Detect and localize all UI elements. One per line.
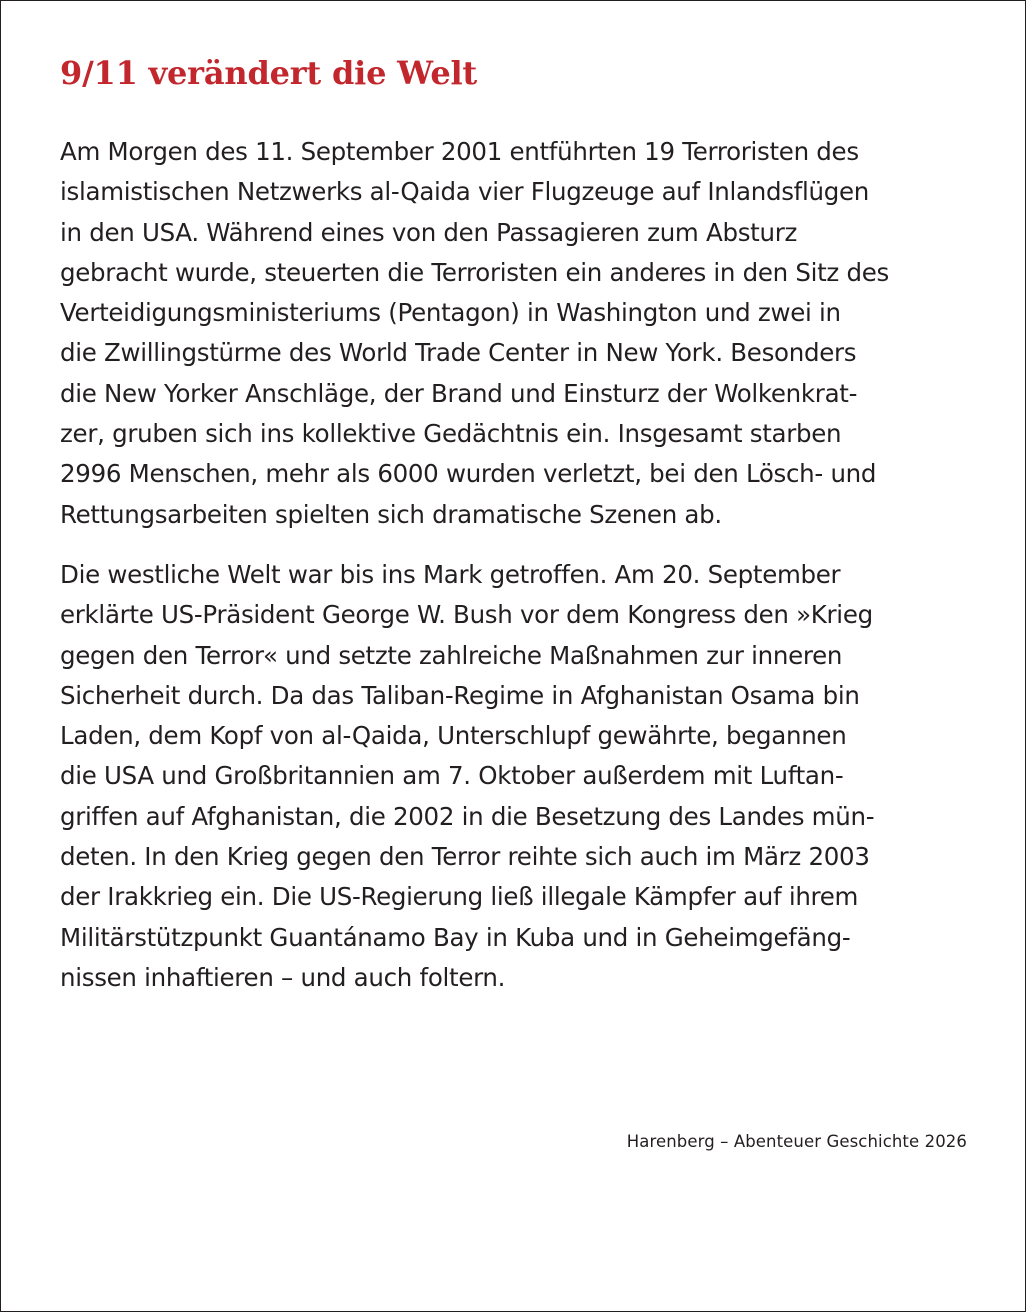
text-line: Sicherheit durch. Da das Taliban-Regime in Afghanistan Osama bin [60,680,860,710]
text-line: nissen inhaftieren – und auch foltern. [60,962,506,992]
paragraph-2 [60,555,990,998]
text-line: Die westliche Welt war bis ins Mark getroffen. Am 20. September [60,559,841,589]
text-line: Am Morgen des 11. September 2001 entführten 19 Terroristen des [60,137,859,166]
text-line: Verteidigungsministeriums (Pentagon) in Washington und zwei in [60,298,841,328]
paragraph-spacer [60,535,990,555]
text-line: der Irakkrieg ein. Die US-Regierung ließ illegale Kämpfer auf ihrem [60,882,859,912]
footer-credit: Harenberg – Abenteuer Geschichte 2026 [626,1132,967,1151]
text-line: zer, gruben sich ins kollektive Gedächtnis ein. Insgesamt starben [60,419,842,449]
text-line: die Zwillingstürme des World Trade Center in New York. Besonders [60,338,857,368]
text-line: die USA und Großbritannien am 7. Oktober außerdem mit Luftan- [60,761,844,791]
text-line: griffen auf Afghanistan, die 2002 in die Besetzung des Landes mün- [60,801,875,831]
text-line: die New Yorker Anschläge, der Brand und Einsturz der Wolkenkrat- [60,378,858,408]
text-line: gebracht wurde, steuerten die Terroristen ein anderes in den Sitz des [60,257,889,287]
paragraph-1 [60,132,990,535]
text-line: Laden, dem Kopf von al-Qaida, Unterschlupf gewährte, begannen [60,721,847,751]
text-line: in den USA. Während eines von den Passagieren zum Absturz [60,217,798,247]
text-line: gegen den Terror« und setzte zahlreiche Maßnahmen zur inneren [60,640,843,670]
text-line: 2996 Menschen, mehr als 6000 wurden verletzt, bei den Lösch- und [60,459,877,489]
document-title: 9/11 verändert die Welt [60,54,478,92]
text-line: Rettungsarbeiten spielten sich dramatische Szenen ab. [60,499,722,529]
text-line: erklärte US-Präsident George W. Bush vor dem Kongress den »Krieg [60,600,873,630]
text-line: Militärstützpunkt Guantánamo Bay in Kuba und in Geheimgefäng- [60,922,851,952]
article-body [60,132,990,998]
text-line: deten. In den Krieg gegen den Terror reihte sich auch im März 2003 [60,842,870,872]
text-line: islamistischen Netzwerks al-Qaida vier Flugzeuge auf Inlandsflügen [60,177,869,207]
